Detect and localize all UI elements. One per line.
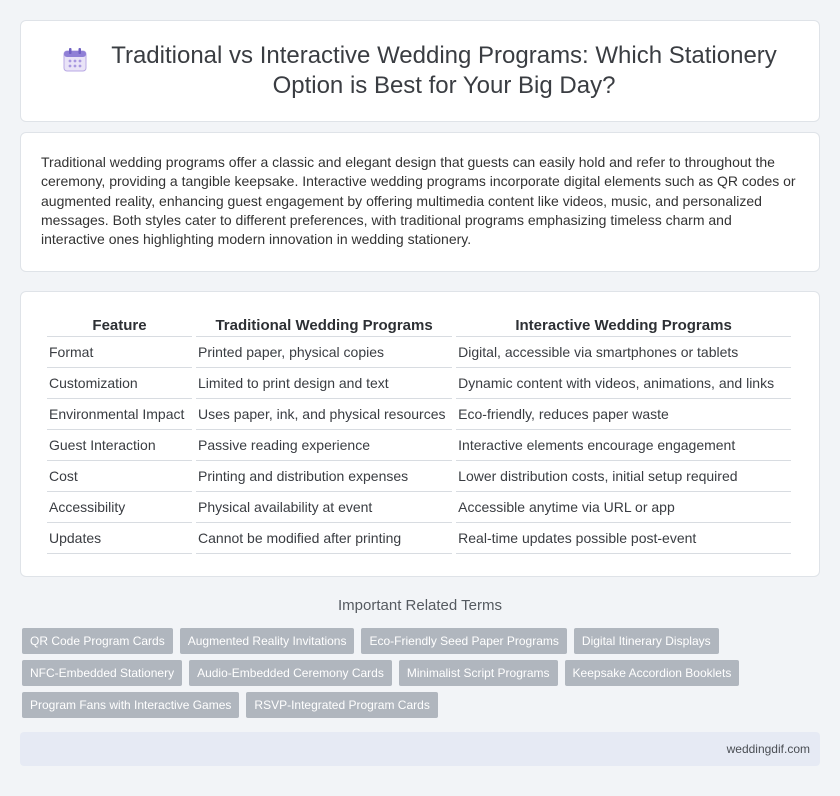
related-term-tag[interactable]: Keepsake Accordion Booklets	[565, 660, 740, 686]
table-row	[47, 430, 791, 461]
interactive-cell: Digital, accessible via smartphones or tablets	[456, 337, 791, 368]
table-row	[47, 337, 791, 368]
related-term-tag[interactable]: Minimalist Script Programs	[399, 660, 558, 686]
header-interactive: Interactive Wedding Programs	[456, 315, 791, 337]
traditional-cell: Physical availability at event	[196, 492, 452, 523]
feature-cell: Environmental Impact	[47, 399, 192, 430]
traditional-cell: Uses paper, ink, and physical resources	[196, 399, 452, 430]
interactive-cell: Eco-friendly, reduces paper waste	[456, 399, 791, 430]
interactive-cell: Interactive elements encourage engagement	[456, 430, 791, 461]
related-term-tag[interactable]: Augmented Reality Invitations	[180, 628, 355, 654]
related-term-tag[interactable]: Audio-Embedded Ceremony Cards	[189, 660, 392, 686]
site-link[interactable]: weddingdif.com	[726, 742, 810, 756]
traditional-cell: Limited to print design and text	[196, 368, 452, 399]
table-header-row	[47, 315, 791, 337]
feature-cell: Customization	[47, 368, 192, 399]
related-term-tag[interactable]: QR Code Program Cards	[22, 628, 173, 654]
intro-card	[20, 132, 820, 272]
traditional-cell: Printing and distribution expenses	[196, 461, 452, 492]
header-feature: Feature	[47, 315, 192, 337]
table-row	[47, 399, 791, 430]
footer	[20, 732, 820, 766]
related-terms-list	[22, 628, 822, 724]
feature-cell: Format	[47, 337, 192, 368]
related-terms-title: Important Related Terms	[338, 597, 502, 614]
intro-paragraph: Traditional wedding programs offer a classic and elegant design that guests can easily hold and refer to throughout the ceremony, providing a tangible keepsake. Interactive wedding programs incorporate digital elements such as QR codes or augmented reality, enhancing guest engagement by offering multimedia content like videos, music, and personalized messages. Both styles cater to different preferences, with traditional programs emphasizing timeless charm and interactive ones highlighting modern innovation in wedding stationery.	[41, 154, 796, 248]
comparison-table	[43, 315, 795, 554]
related-term-tag[interactable]: Program Fans with Interactive Games	[22, 692, 239, 718]
traditional-cell: Passive reading experience	[196, 430, 452, 461]
related-term-tag[interactable]: Digital Itinerary Displays	[574, 628, 719, 654]
related-term-tag[interactable]: Eco-Friendly Seed Paper Programs	[361, 628, 566, 654]
title-card	[20, 20, 820, 122]
header-traditional: Traditional Wedding Programs	[196, 315, 452, 337]
calendar-icon	[61, 46, 89, 74]
table-row	[47, 368, 791, 399]
table-row	[47, 461, 791, 492]
traditional-cell: Printed paper, physical copies	[196, 337, 452, 368]
interactive-cell: Lower distribution costs, initial setup required	[456, 461, 791, 492]
page-title: Traditional vs Interactive Wedding Programs: Which Stationery Option is Best for Your Big Day?	[111, 42, 777, 99]
related-term-tag[interactable]: NFC-Embedded Stationery	[22, 660, 182, 686]
table-row	[47, 523, 791, 554]
interactive-cell: Accessible anytime via URL or app	[456, 492, 791, 523]
feature-cell: Accessibility	[47, 492, 192, 523]
traditional-cell: Cannot be modified after printing	[196, 523, 452, 554]
feature-cell: Cost	[47, 461, 192, 492]
interactive-cell: Dynamic content with videos, animations, and links	[456, 368, 791, 399]
table-row	[47, 492, 791, 523]
feature-cell: Updates	[47, 523, 192, 554]
feature-cell: Guest Interaction	[47, 430, 192, 461]
comparison-card	[20, 291, 820, 577]
interactive-cell: Real-time updates possible post-event	[456, 523, 791, 554]
related-term-tag[interactable]: RSVP-Integrated Program Cards	[246, 692, 437, 718]
